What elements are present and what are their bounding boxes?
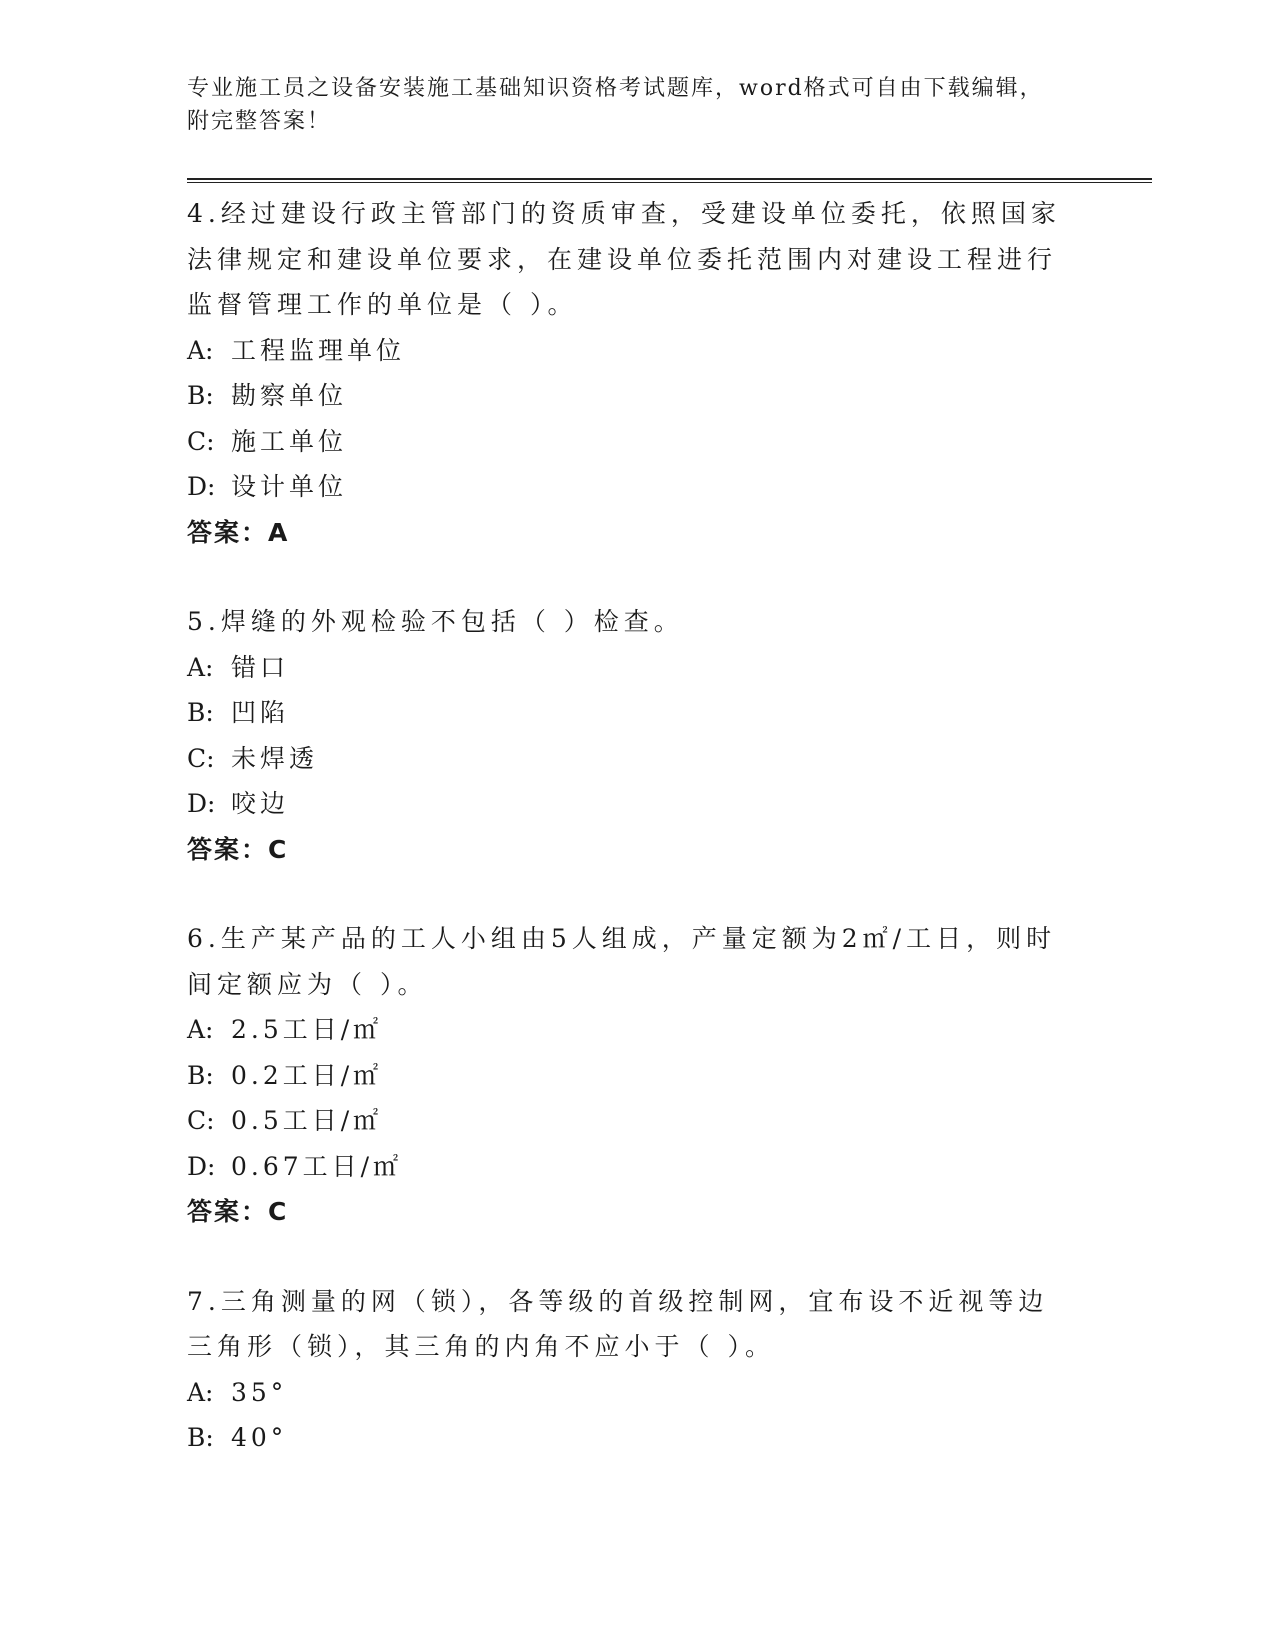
option-d xyxy=(187,464,1067,510)
option-text: 35° xyxy=(231,1377,288,1407)
question-stem: 5.焊缝的外观检验不包括（ ）检查。 xyxy=(187,607,684,636)
option-key: B: xyxy=(187,698,214,727)
header-rule-thick xyxy=(187,178,1152,180)
option-key: A: xyxy=(187,1015,214,1044)
option-text: 设计单位 xyxy=(231,472,348,501)
option-a xyxy=(187,645,1067,691)
option-text: 未焊透 xyxy=(231,743,319,773)
option-text: 施工单位 xyxy=(231,426,348,456)
answer-line: 答案：C xyxy=(187,1197,289,1226)
option-text: 凹陷 xyxy=(231,698,290,727)
option-b xyxy=(187,373,1067,419)
option-a xyxy=(187,1007,1067,1053)
question-7 xyxy=(187,1279,1067,1461)
question-5 xyxy=(187,599,1067,872)
option-key: A: xyxy=(187,1377,214,1407)
option-c xyxy=(187,419,1067,465)
option-key: B: xyxy=(187,1423,214,1452)
option-text: 咬边 xyxy=(231,789,290,818)
question-list xyxy=(187,191,1067,1505)
question-stem: 4.经过建设行政主管部门的资质审查，受建设单位委托，依照国家法律规定和建设单位要求，在建设单位委托范围内对建设工程进行监督管理工作的单位是（ ）。 xyxy=(187,199,1061,319)
option-text: 0.2工日/㎡ xyxy=(231,1060,383,1090)
option-b xyxy=(187,690,1067,736)
option-text: 工程监理单位 xyxy=(231,335,406,365)
question-stem: 7.三角测量的网（锁），各等级的首级控制网，宜布设不近视等边三角形（锁），其三角的内角不应小于（ ）。 xyxy=(187,1286,1049,1361)
option-c xyxy=(187,736,1067,782)
document-header: 专业施工员之设备安装施工基础知识资格考试题库，word格式可自由下载编辑，附完整答案！ xyxy=(187,76,1044,134)
option-key: A: xyxy=(187,335,214,365)
question-6 xyxy=(187,916,1067,1235)
option-a xyxy=(187,1370,1067,1416)
option-key: D: xyxy=(187,1151,216,1181)
option-b xyxy=(187,1053,1067,1099)
option-key: C: xyxy=(187,1106,215,1135)
option-key: D: xyxy=(187,789,216,818)
option-key: B: xyxy=(187,381,214,410)
option-text: 错口 xyxy=(231,652,290,682)
option-key: A: xyxy=(187,652,214,682)
option-text: 0.67工日/㎡ xyxy=(231,1151,403,1181)
option-text: 勘察单位 xyxy=(231,381,348,410)
option-key: D: xyxy=(187,472,216,501)
option-text: 40° xyxy=(231,1423,288,1452)
question-stem: 6.生产某产品的工人小组由5人组成，产量定额为2㎡/工日，则时间定额应为（ ）。 xyxy=(187,924,1057,999)
option-b xyxy=(187,1415,1067,1461)
option-c xyxy=(187,1098,1067,1144)
option-text: 2.5工日/㎡ xyxy=(231,1015,383,1044)
option-key: C: xyxy=(187,743,215,773)
option-text: 0.5工日/㎡ xyxy=(231,1106,383,1135)
answer-line: 答案：C xyxy=(187,834,289,864)
option-d xyxy=(187,781,1067,827)
option-key: B: xyxy=(187,1060,214,1090)
answer-line: 答案：A xyxy=(187,517,290,547)
option-d xyxy=(187,1144,1067,1190)
option-a xyxy=(187,328,1067,374)
header-rule-thin xyxy=(187,182,1152,183)
option-key: C: xyxy=(187,426,215,456)
question-4 xyxy=(187,191,1067,555)
